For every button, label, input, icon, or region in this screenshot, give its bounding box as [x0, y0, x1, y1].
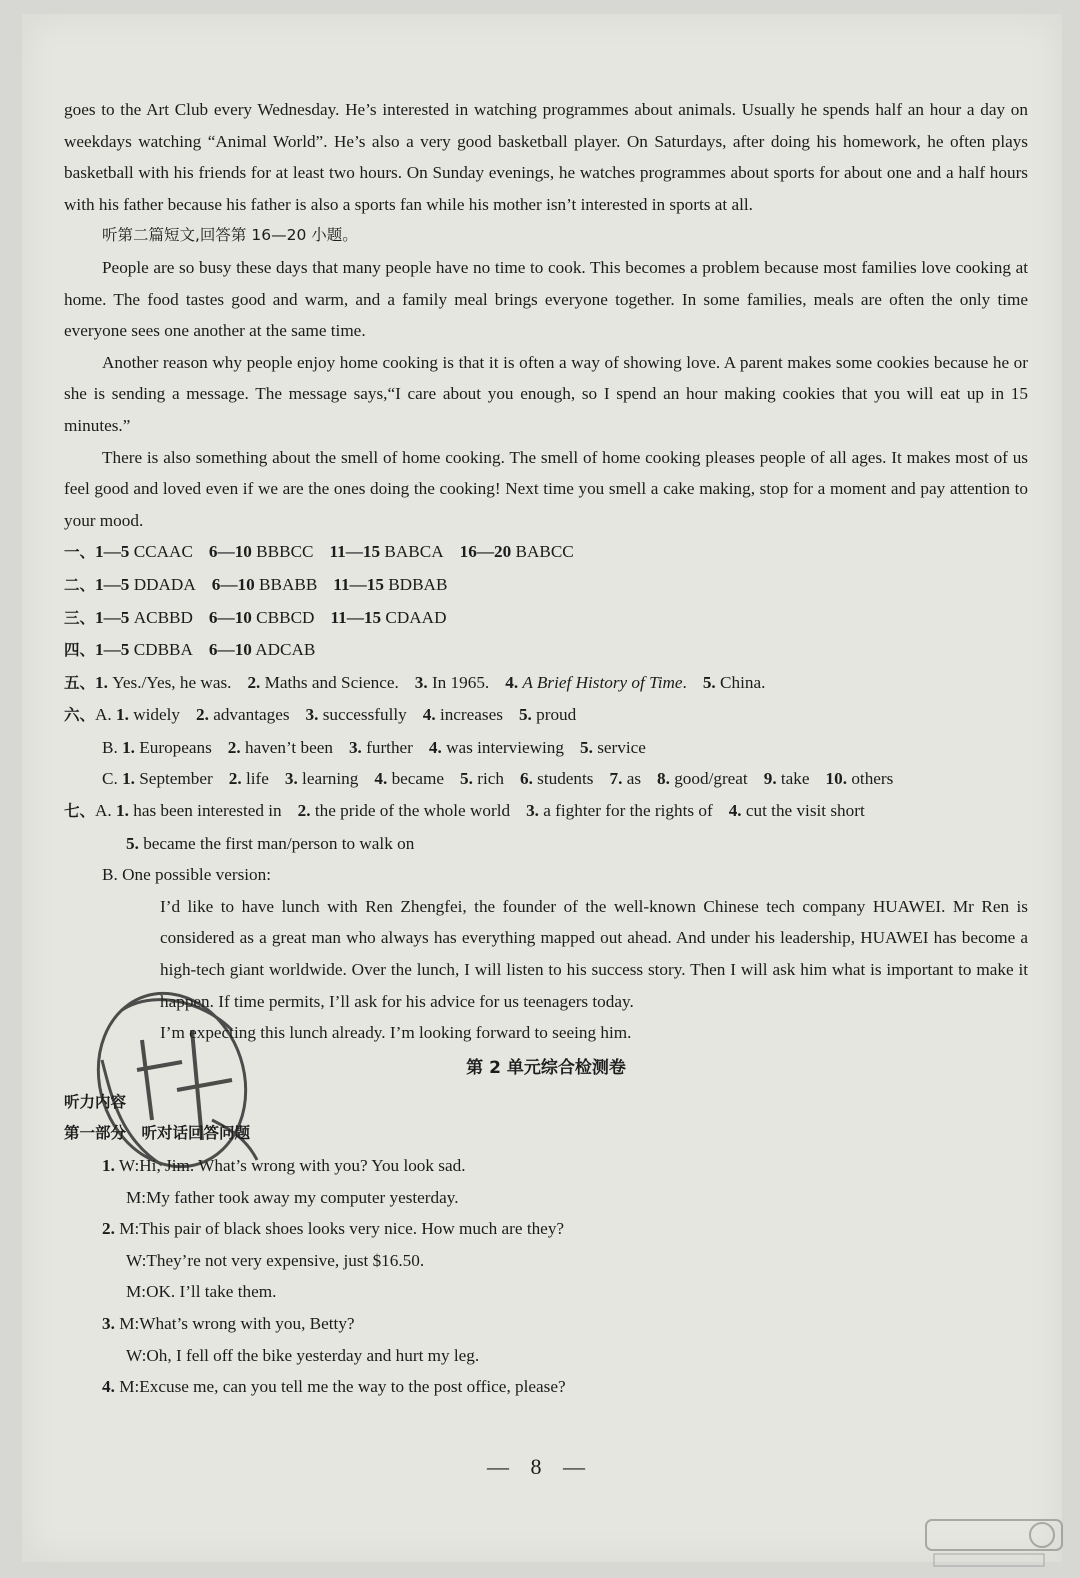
answers-section-3: 三、1—5 ACBBD 6—10 CBBCD 11—15 CDAAD — [64, 607, 447, 627]
answers-section-1: 一、1—5 CCAAC 6—10 BBBCC 11—15 BABCA 16—20 BABCC — [64, 542, 574, 562]
passage-2-para-1: People are so busy these days that many people have no time to cook. This becomes a problem because most families love cooking at home. The food tastes good and warm, and a family meal brings everyone together. In some families, meals are often the only time everyone sees one another at the same time. — [64, 257, 1028, 341]
essay-paragraph-2: I’m expecting this lunch already. I’m looking forward to seeing him. — [160, 1023, 632, 1043]
answers-section-7-a-item-5: 5. became the first man/person to walk on — [126, 833, 415, 853]
dialogue-2-line-2: W:They’re not very expensive, just $16.50. — [126, 1250, 425, 1270]
answers-section-2: 二、1—5 DDADA 6—10 BBABB 11—15 BDBAB — [64, 574, 448, 594]
answers-section-6-b: B. 1. Europeans 2. haven’t been 3. further 4. was interviewing 5. service — [102, 737, 646, 757]
dialogue-3-line-2: W:Oh, I fell off the bike yesterday and hurt my leg. — [126, 1345, 480, 1365]
corner-logo-watermark — [924, 1518, 1064, 1570]
passage-2-para-3: There is also something about the smell of home cooking. The smell of home cooking pleases people of all ages. It makes most of us feel good and loved even if we are the ones doing the cooking! Next time you smell a cake making, stop for a moment and pay attention to your mood. — [64, 447, 1028, 530]
answers-section-6-a: 六、A. 1. widely 2. advantages 3. successfully 4. increases 5. proud — [64, 705, 577, 725]
dialogue-1-line-2: M:My father took away my computer yesterday. — [126, 1187, 459, 1207]
answers-section-4: 四、1—5 CDBBA 6—10 ADCAB — [64, 640, 316, 660]
essay-paragraph-1: I’d like to have lunch with Ren Zhengfei, the founder of the well-known Chinese tech company HUAWEI. Mr Ren is considered as a great man who always has everything mapped out ahead. And under his leadership, HUAWEI has become a high-tech giant worldwide. Over the lunch, I will listen to his success story. Then I will ask him what is important to make it happen. If time permits, I’ll ask for his advice for us teenagers today. — [160, 896, 1028, 1011]
unit-2-title: 第 2 单元综合检测卷 — [466, 1057, 626, 1078]
answers-section-6-c: C. 1. September 2. life 3. learning 4. became 5. rich 6. students 7. as 8. good/great 9. take 10. others — [102, 769, 894, 789]
answer-key-content — [64, 94, 1028, 1403]
passage-1-end: goes to the Art Club every Wednesday. He’s interested in watching programmes about animals. Usually he spends half an hour a day on weekdays watching “Animal World”. He’s also a very good basketball player. On Saturdays, after doing his homework, he often plays basketball with his friends for at least two hours. On Sunday evenings, he watches programmes about sports for about one and a half hours with his father because his father is also a sports fan while his mother isn’t interested in sports at all. — [64, 100, 1028, 214]
answers-section-7-a: 七、A. 1. has been interested in 2. the pride of the whole world 3. a fighter for the rights of 4. cut the visit short — [64, 801, 865, 821]
watermark-stamp — [82, 970, 272, 1180]
listening-heading: 听力内容 — [64, 1092, 127, 1111]
answers-section-7-b-intro: B. One possible version: — [102, 865, 272, 885]
page-number: — 8 — — [487, 1454, 593, 1479]
passage-2-heading: 听第二篇短文,回答第 16—20 小题。 — [102, 226, 358, 245]
dialogue-3-line-1: 3. M:What’s wrong with you, Betty? — [102, 1313, 355, 1333]
dialogue-4-line-1: 4. M:Excuse me, can you tell me the way to the post office, please? — [102, 1377, 566, 1397]
dialogue-2-line-3: M:OK. I’ll take them. — [126, 1282, 277, 1302]
answers-section-5: 五、1. Yes./Yes, he was. 2. Maths and Science. 3. In 1965. 4. A Brief History of Time. 5. China. — [64, 672, 766, 692]
dialogue-1-line-1: 1. W:Hi, Jim. What’s wrong with you? You look sad. — [102, 1156, 466, 1175]
listening-part-1: 第一部分 听对话回答问题 — [64, 1124, 251, 1143]
passage-2-para-2: Another reason why people enjoy home cooking is that it is often a way of showing love. A parent makes some cookies because he or she is sending a message. The message says,“I care about you enough, so I spend an hour making cookies that you will eat up in 15 minutes.” — [64, 352, 1028, 435]
dialogue-2-line-1: 2. M:This pair of black shoes looks very nice. How much are they? — [102, 1219, 565, 1239]
